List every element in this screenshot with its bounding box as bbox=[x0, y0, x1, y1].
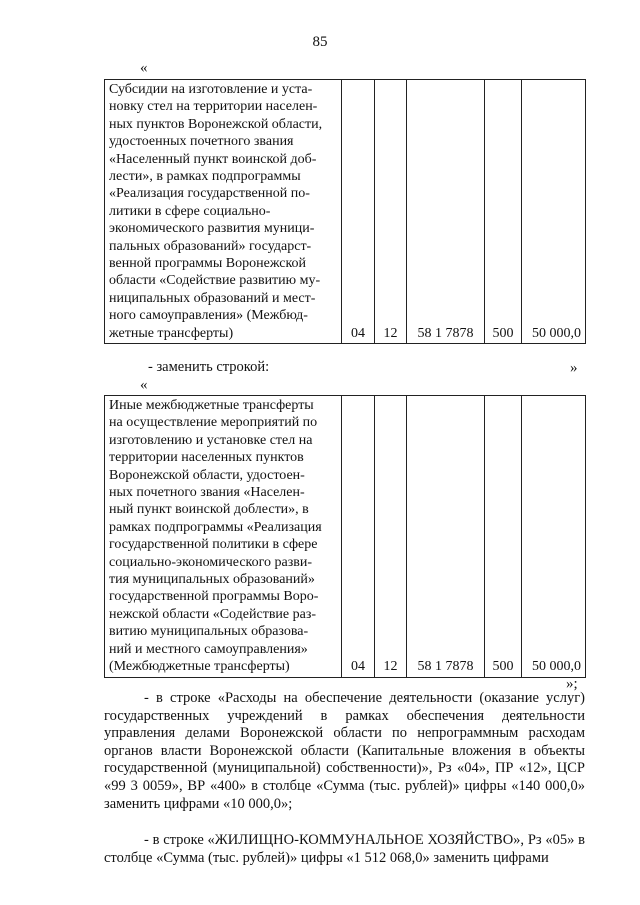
budget-table-replacement bbox=[104, 395, 586, 678]
amendment-paragraph-housing: - в строке «ЖИЛИЩНО-КОММУНАЛЬНОЕ ХОЗЯЙСТВО», Рз «05» в столбце «Сумма (тыс. рублей)» цифры «1 512 068,0» заменить цифрами bbox=[104, 832, 585, 866]
rz-cell: 04 bbox=[342, 80, 375, 344]
csr-cell: 58 1 7878 bbox=[407, 80, 485, 344]
close-quote: » bbox=[570, 360, 578, 376]
pr-cell: 12 bbox=[375, 80, 407, 344]
open-quote: « bbox=[140, 377, 148, 393]
pr-cell: 12 bbox=[375, 396, 407, 678]
row-description: Иные межбюджетные трансферты на осуществление мероприятий по изготовлению и установке стел на территории населенных пунктов Воронежской области, удостоен- ных почетного звания «Населен- ный пункт воинской доблести», в рамках подпрограммы «Реализация государственной политики в сфере социально-экономического разви- тия муниципальных образований» государственной программы Воро- нежской области «Содействие раз- витию муниципальных образова- ний и местного самоуправления» (Межбюджетные трансферты) bbox=[105, 396, 342, 678]
table-row bbox=[105, 80, 586, 344]
sum-cell: 50 000,0 bbox=[522, 80, 586, 344]
rz-cell: 04 bbox=[342, 396, 375, 678]
page-number: 85 bbox=[312, 34, 328, 50]
close-quote-semicolon: »; bbox=[566, 676, 578, 692]
csr-cell: 58 1 7878 bbox=[407, 396, 485, 678]
budget-table-original bbox=[104, 79, 586, 344]
row-description: Субсидии на изготовление и уста- новку стел на территории населен- ных пунктов Воронежской области, удостоенных почетного звания «Населенный пункт воинской доб- лести», в рамках подпрограммы «Реализация государственной по- литики в сфере социально- экономического развития муници- пальных образований» государст- венной программы Воронежской области «Содействие развитию му- ниципальных образований и мест- ного самоуправления» (Межбюд- жетные трансферты) bbox=[105, 80, 342, 344]
amendment-paragraph-expenses: - в строке «Расходы на обеспечение деятельности (оказание услуг) государственных учреждений в рамках обеспечения деятельности управления делами Воронежской области по непрограммным расходам органов власти Воронежской области (Капитальные вложения в объекты государственной (муниципальной) собственности)», Рз «04», ПР «12», ЦСР «99 3 0059», ВР «400» в столбце «Сумма (тыс. рублей)» цифры «140 000,0» заменить цифрами «10 000,0»; bbox=[104, 690, 585, 812]
sum-cell: 50 000,0 bbox=[522, 396, 586, 678]
vr-cell: 500 bbox=[485, 80, 522, 344]
vr-cell: 500 bbox=[485, 396, 522, 678]
open-quote: « bbox=[140, 60, 148, 76]
table-row bbox=[105, 396, 586, 678]
replace-caption: - заменить строкой: bbox=[148, 359, 270, 375]
